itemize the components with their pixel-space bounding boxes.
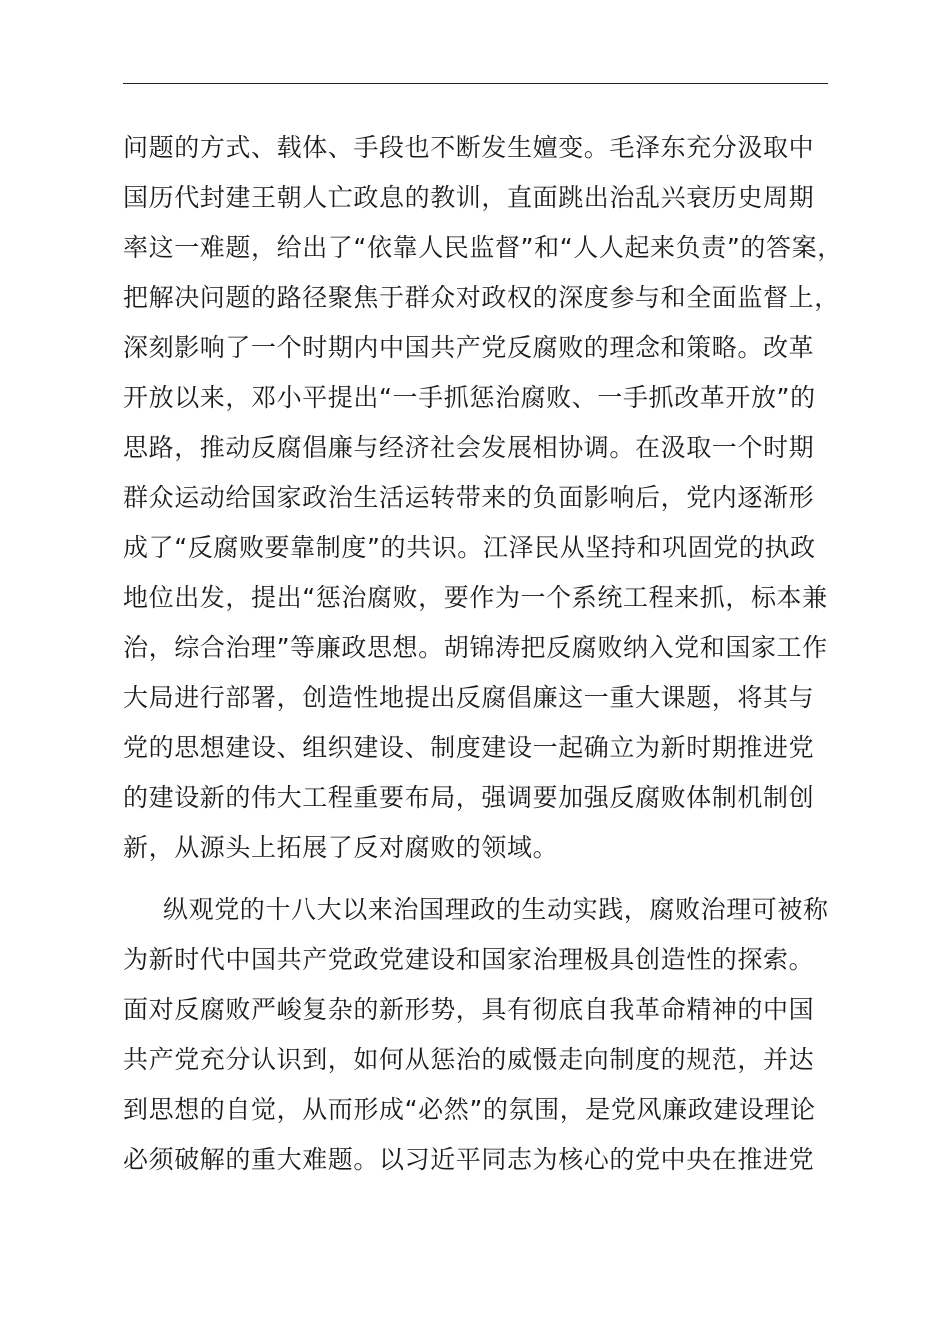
text-line: 国历代封建王朝人亡政息的教训，直面跳出治乱兴衰历史周期 [123, 183, 815, 212]
document-body [123, 123, 843, 1185]
text-line: 的建设新的伟大工程重要布局，强调要加强反腐败体制机制创 [123, 783, 815, 812]
text-line: 为新时代中国共产党政党建设和国家治理极具创造性的探索。 [123, 945, 815, 974]
text-line: 问题的方式、载体、手段也不断发生嬗变。毛泽东充分汲取中 [123, 133, 815, 162]
paragraph-1 [123, 123, 843, 873]
text-line: 成了“反腐败要靠制度”的共识。江泽民从坚持和巩固党的执政 [123, 533, 816, 562]
paragraph-spacer [123, 873, 831, 885]
text-line: 把解决问题的路径聚焦于群众对政权的深度参与和全面监督上， [123, 283, 840, 312]
text-line: 共产党充分认识到，如何从惩治的威慑走向制度的规范，并达 [123, 1045, 815, 1074]
text-line: 到思想的自觉，从而形成“必然”的氛围，是党风廉政建设理论 [123, 1095, 816, 1124]
text-line: 深刻影响了一个时期内中国共产党反腐败的理念和策略。改革 [123, 333, 815, 362]
header-rule [123, 83, 828, 84]
text-line: 治，综合治理”等廉政思想。胡锦涛把反腐败纳入党和国家工作 [123, 633, 828, 662]
text-line: 率这一难题，给出了“依靠人民监督”和“人人起来负责”的答案， [123, 233, 843, 262]
text-line: 群众运动给国家政治生活运转带来的负面影响后，党内逐渐形 [123, 483, 815, 512]
text-line: 面对反腐败严峻复杂的新形势，具有彻底自我革命精神的中国 [123, 995, 815, 1024]
text-line-indented: 纵观党的十八大以来治国理政的生动实践，腐败治理可被称 [163, 895, 829, 924]
text-line: 地位出发，提出“惩治腐败，要作为一个系统工程来抓，标本兼 [123, 583, 828, 612]
text-line: 新，从源头上拓展了反对腐败的领域。 [123, 833, 559, 862]
text-line: 大局进行部署，创造性地提出反腐倡廉这一重大课题，将其与 [123, 683, 815, 712]
text-line: 必须破解的重大难题。以习近平同志为核心的党中央在推进党 [123, 1145, 815, 1174]
text-line: 党的思想建设、组织建设、制度建设一起确立为新时期推进党 [123, 733, 815, 762]
text-line: 开放以来，邓小平提出“一手抓惩治腐败、一手抓改革开放”的 [123, 383, 816, 412]
paragraph-2 [123, 885, 831, 1185]
text-line: 思路，推动反腐倡廉与经济社会发展相协调。在汲取一个时期 [123, 433, 815, 462]
